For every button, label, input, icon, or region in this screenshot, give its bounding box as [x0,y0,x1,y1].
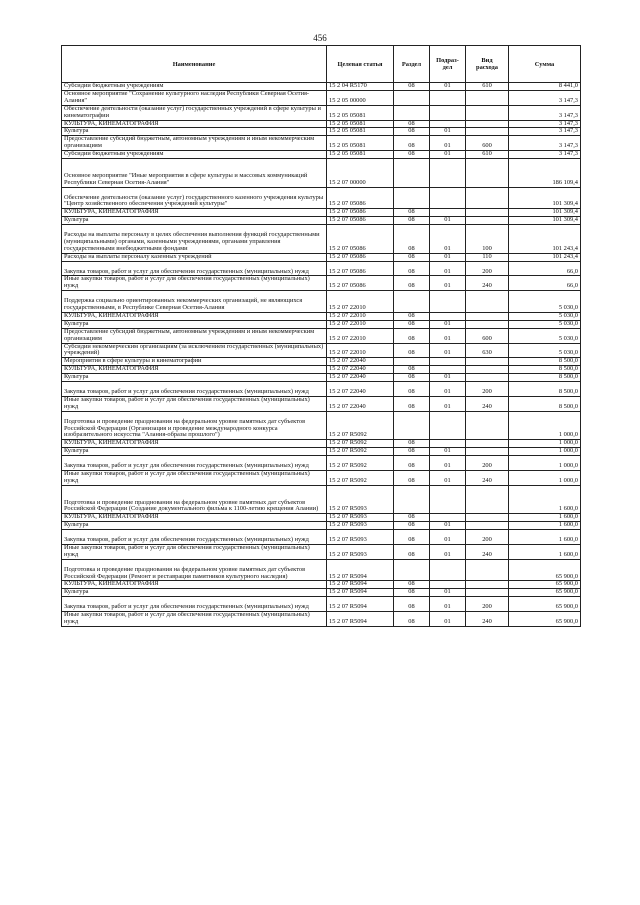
row-sum-cell: 3 147,3 [509,120,581,128]
row-code-cell: 15 2 07 R5092 [327,411,394,440]
row-sum-cell: 8 500,0 [509,358,581,366]
table-row [62,396,581,411]
row-vid-cell [466,217,509,225]
row-podrazdel-cell: 01 [430,612,466,627]
row-name-cell: Субсидии бюджетным учреждениям [62,83,327,91]
row-vid-cell [466,120,509,128]
row-code-cell: 15 2 07 R5094 [327,589,394,597]
row-name-cell: Предоставление субсидий бюджетным, автономным учреждениям и иным некоммерческим организациям [62,136,327,151]
table-row [62,411,581,440]
table-row [62,151,581,159]
row-code-cell: 15 2 07 22040 [327,366,394,374]
row-podrazdel-cell: 01 [430,544,466,559]
row-name-cell: Закупка товаров, работ и услуг для обеспечения государственных (муниципальных) нужд [62,530,327,545]
row-vid-cell: 610 [466,151,509,159]
row-name-cell: Закупка товаров, работ и услуг для обеспечения государственных (муниципальных) нужд [62,597,327,612]
row-name-cell: Поддержка социально ориентированных некоммерческих организаций, не являющихся государственными, в Республике Северная Осетия-Алания [62,291,327,313]
row-razdel-cell: 08 [394,253,430,261]
row-sum-cell: 66,0 [509,276,581,291]
table-row [62,225,581,254]
row-code-cell: 15 2 07 22010 [327,312,394,320]
row-code-cell: 15 2 07 R5093 [327,522,394,530]
row-code-cell: 15 2 07 R5093 [327,530,394,545]
table-row [62,366,581,374]
row-sum-cell: 1 600,0 [509,522,581,530]
row-code-cell: 15 2 07 22040 [327,374,394,382]
row-razdel-cell: 08 [394,382,430,397]
row-sum-cell: 1 600,0 [509,544,581,559]
row-sum-cell: 65 900,0 [509,612,581,627]
row-code-cell: 15 2 07 R5094 [327,597,394,612]
row-code-cell: 15 2 07 R5093 [327,544,394,559]
row-vid-cell [466,522,509,530]
header-code: Целевая статья [327,46,394,83]
row-sum-cell: 8 441,0 [509,83,581,91]
row-razdel-cell: 08 [394,597,430,612]
table-row [62,209,581,217]
row-vid-cell: 240 [466,276,509,291]
row-podrazdel-cell: 01 [430,382,466,397]
row-code-cell: 15 2 07 R5093 [327,514,394,522]
table-row [62,597,581,612]
row-code-cell: 15 2 07 R5092 [327,470,394,485]
row-sum-cell: 101 309,4 [509,187,581,209]
row-razdel-cell: 08 [394,209,430,217]
table-row [62,105,581,120]
row-name-cell: Субсидии некоммерческим организациям (за исключением государственных (муниципальных) учреждений) [62,343,327,358]
row-sum-cell: 3 147,3 [509,90,581,105]
table-row [62,448,581,456]
row-podrazdel-cell: 01 [430,225,466,254]
row-vid-cell: 240 [466,470,509,485]
row-sum-cell: 1 000,0 [509,440,581,448]
row-vid-cell: 610 [466,83,509,91]
row-razdel-cell [394,291,430,313]
row-name-cell: Иные закупки товаров, работ и услуг для обеспечения государственных (муниципальных) нужд [62,544,327,559]
table-row [62,522,581,530]
row-sum-cell: 3 147,3 [509,136,581,151]
row-razdel-cell: 08 [394,83,430,91]
row-name-cell: Расходы на выплаты персоналу казенных учреждений [62,253,327,261]
row-sum-cell: 101 309,4 [509,209,581,217]
row-sum-cell: 8 500,0 [509,366,581,374]
row-podrazdel-cell [430,559,466,581]
row-sum-cell: 186 109,4 [509,159,581,188]
row-name-cell: Культура [62,217,327,225]
row-vid-cell [466,374,509,382]
table-row [62,382,581,397]
row-name-cell: КУЛЬТУРА, КИНЕМАТОГРАФИЯ [62,514,327,522]
row-sum-cell: 1 000,0 [509,456,581,471]
row-name-cell: Иные закупки товаров, работ и услуг для обеспечения государственных (муниципальных) нужд [62,612,327,627]
table-row [62,328,581,343]
row-razdel-cell: 08 [394,374,430,382]
row-code-cell: 15 2 05 05081 [327,120,394,128]
row-code-cell: 15 2 07 05086 [327,225,394,254]
row-sum-cell: 65 900,0 [509,597,581,612]
row-name-cell: Культура [62,522,327,530]
row-vid-cell [466,581,509,589]
row-name-cell: Подготовка и проведение празднования на федеральном уровне памятных дат субъектов Российской Федерации (Создание документального фильма к 1100-летию крещения Алании) [62,485,327,514]
row-podrazdel-cell [430,90,466,105]
header-name: Наименование [62,46,327,83]
row-razdel-cell: 08 [394,522,430,530]
row-sum-cell: 66,0 [509,261,581,276]
row-sum-cell: 8 500,0 [509,374,581,382]
row-vid-cell [466,411,509,440]
row-vid-cell: 200 [466,597,509,612]
row-code-cell: 15 2 07 05086 [327,187,394,209]
row-podrazdel-cell: 01 [430,83,466,91]
row-razdel-cell: 08 [394,343,430,358]
row-sum-cell: 1 000,0 [509,411,581,440]
row-podrazdel-cell: 01 [430,522,466,530]
row-vid-cell [466,291,509,313]
table-row [62,456,581,471]
table-row [62,312,581,320]
row-sum-cell: 101 309,4 [509,217,581,225]
row-sum-cell: 5 030,0 [509,328,581,343]
row-name-cell: Закупка товаров, работ и услуг для обеспечения государственных (муниципальных) нужд [62,261,327,276]
row-code-cell: 15 2 07 05086 [327,261,394,276]
row-razdel-cell: 08 [394,514,430,522]
row-vid-cell: 200 [466,261,509,276]
table-row [62,253,581,261]
row-code-cell: 15 2 07 22010 [327,291,394,313]
row-sum-cell: 5 030,0 [509,291,581,313]
row-code-cell: 15 2 07 05086 [327,253,394,261]
row-razdel-cell: 08 [394,120,430,128]
row-name-cell: Обеспечение деятельности (оказание услуг) государственного казенного учреждения культуры "Центр хозяйственного обеспечения учреждений культуры" [62,187,327,209]
row-podrazdel-cell: 01 [430,136,466,151]
row-vid-cell [466,105,509,120]
row-razdel-cell: 08 [394,470,430,485]
row-name-cell: Культура [62,320,327,328]
row-name-cell: Подготовка и проведение празднования на федеральном уровне памятных дат субъектов Российской Федерации (Организация и проведение международного конкурса изобразительного искусства "Алания-образы прошлого") [62,411,327,440]
row-sum-cell: 3 147,3 [509,128,581,136]
row-vid-cell: 240 [466,612,509,627]
table-row [62,120,581,128]
row-vid-cell [466,589,509,597]
row-code-cell: 15 2 05 05081 [327,136,394,151]
row-razdel-cell: 08 [394,366,430,374]
row-name-cell: Закупка товаров, работ и услуг для обеспечения государственных (муниципальных) нужд [62,456,327,471]
row-name-cell: Основное мероприятие "Иные мероприятия в сфере культуры и массовых коммуникаций Республики Северная Осетия-Алания" [62,159,327,188]
row-code-cell: 15 2 07 R5092 [327,448,394,456]
row-name-cell: Закупка товаров, работ и услуг для обеспечения государственных (муниципальных) нужд [62,382,327,397]
table-row [62,544,581,559]
row-code-cell: 15 2 07 R5094 [327,612,394,627]
row-name-cell: КУЛЬТУРА, КИНЕМАТОГРАФИЯ [62,440,327,448]
row-code-cell: 15 2 07 22040 [327,396,394,411]
table-row [62,612,581,627]
table-header-row [62,46,581,83]
row-sum-cell: 65 900,0 [509,559,581,581]
row-vid-cell [466,320,509,328]
row-vid-cell: 630 [466,343,509,358]
row-vid-cell [466,90,509,105]
row-name-cell: КУЛЬТУРА, КИНЕМАТОГРАФИЯ [62,120,327,128]
table-row [62,343,581,358]
row-sum-cell: 1 600,0 [509,530,581,545]
page-number: 456 [313,33,327,43]
row-name-cell: Культура [62,589,327,597]
row-sum-cell: 101 243,4 [509,253,581,261]
row-sum-cell: 8 500,0 [509,396,581,411]
budget-table [61,45,581,627]
row-sum-cell: 5 030,0 [509,320,581,328]
header-podrazdel: Подраз- дел [430,46,466,83]
row-podrazdel-cell: 01 [430,276,466,291]
row-razdel-cell: 08 [394,312,430,320]
row-vid-cell [466,559,509,581]
row-code-cell: 15 2 07 00000 [327,159,394,188]
table-row [62,581,581,589]
row-name-cell: КУЛЬТУРА, КИНЕМАТОГРАФИЯ [62,209,327,217]
row-name-cell: Обеспечение деятельности (оказание услуг) государственных учреждений в сфере культуры и кинематографии [62,105,327,120]
table-row [62,261,581,276]
row-code-cell: 15 2 07 05086 [327,209,394,217]
row-name-cell: КУЛЬТУРА, КИНЕМАТОГРАФИЯ [62,312,327,320]
row-vid-cell: 200 [466,382,509,397]
row-razdel-cell: 08 [394,151,430,159]
table-row [62,589,581,597]
row-podrazdel-cell: 01 [430,374,466,382]
row-podrazdel-cell [430,485,466,514]
row-podrazdel-cell: 01 [430,328,466,343]
row-razdel-cell: 08 [394,456,430,471]
row-podrazdel-cell: 01 [430,530,466,545]
row-podrazdel-cell [430,105,466,120]
row-razdel-cell [394,559,430,581]
row-vid-cell [466,358,509,366]
row-sum-cell: 65 900,0 [509,581,581,589]
header-summa: Сумма [509,46,581,83]
row-podrazdel-cell: 01 [430,253,466,261]
row-razdel-cell [394,90,430,105]
row-name-cell: Иные закупки товаров, работ и услуг для обеспечения государственных (муниципальных) нужд [62,276,327,291]
row-razdel-cell: 08 [394,136,430,151]
row-name-cell: Подготовка и проведение празднования на федеральном уровне памятных дат субъектов Российской Федерации (Ремонт и реставрация памятников культурного наследия) [62,559,327,581]
row-name-cell: Основное мероприятие "Сохранение культурного наследия Республики Северная Осетия-Алания" [62,90,327,105]
table-row [62,217,581,225]
row-code-cell: 15 2 07 22010 [327,343,394,358]
table-row [62,514,581,522]
row-code-cell: 15 2 07 22040 [327,358,394,366]
row-name-cell: КУЛЬТУРА, КИНЕМАТОГРАФИЯ [62,366,327,374]
row-razdel-cell: 08 [394,440,430,448]
row-sum-cell: 5 030,0 [509,312,581,320]
table-row [62,374,581,382]
row-razdel-cell: 08 [394,612,430,627]
row-podrazdel-cell: 01 [430,343,466,358]
row-name-cell: Иные закупки товаров, работ и услуг для обеспечения государственных (муниципальных) нужд [62,470,327,485]
row-code-cell: 15 2 05 05081 [327,151,394,159]
row-razdel-cell: 08 [394,581,430,589]
row-podrazdel-cell: 01 [430,217,466,225]
row-vid-cell [466,128,509,136]
row-vid-cell: 240 [466,396,509,411]
row-sum-cell: 3 147,3 [509,151,581,159]
row-name-cell: Мероприятия в сфере культуры и кинематографии [62,358,327,366]
table-row [62,276,581,291]
table-row [62,485,581,514]
row-code-cell: 15 2 07 R5093 [327,485,394,514]
row-vid-cell [466,485,509,514]
table-row [62,136,581,151]
row-sum-cell: 1 600,0 [509,514,581,522]
table-row [62,187,581,209]
row-razdel-cell: 08 [394,128,430,136]
row-code-cell: 15 2 05 05081 [327,105,394,120]
row-podrazdel-cell: 01 [430,597,466,612]
row-razdel-cell [394,159,430,188]
row-code-cell: 15 2 07 R5092 [327,440,394,448]
row-razdel-cell: 08 [394,225,430,254]
row-code-cell: 15 2 07 22010 [327,320,394,328]
row-razdel-cell: 08 [394,589,430,597]
row-vid-cell: 110 [466,253,509,261]
row-razdel-cell [394,105,430,120]
row-podrazdel-cell [430,187,466,209]
row-vid-cell [466,159,509,188]
row-sum-cell: 65 900,0 [509,589,581,597]
row-sum-cell: 3 147,3 [509,105,581,120]
row-vid-cell: 240 [466,544,509,559]
table-row [62,559,581,581]
row-razdel-cell [394,411,430,440]
row-sum-cell: 1 600,0 [509,485,581,514]
row-code-cell: 15 2 05 00000 [327,90,394,105]
row-code-cell: 15 2 07 22040 [327,382,394,397]
row-sum-cell: 1 000,0 [509,448,581,456]
row-vid-cell [466,366,509,374]
row-podrazdel-cell [430,291,466,313]
row-podrazdel-cell [430,411,466,440]
row-razdel-cell: 08 [394,261,430,276]
row-razdel-cell: 08 [394,448,430,456]
row-podrazdel-cell [430,358,466,366]
row-name-cell: Культура [62,448,327,456]
row-razdel-cell: 08 [394,276,430,291]
row-code-cell: 15 2 05 05081 [327,128,394,136]
row-vid-cell [466,448,509,456]
row-code-cell: 15 2 07 R5092 [327,456,394,471]
row-code-cell: 15 2 07 05086 [327,276,394,291]
row-vid-cell [466,440,509,448]
row-code-cell: 15 2 04 R5170 [327,83,394,91]
row-sum-cell: 8 500,0 [509,382,581,397]
row-razdel-cell [394,485,430,514]
row-razdel-cell: 08 [394,217,430,225]
table-row [62,159,581,188]
row-razdel-cell: 08 [394,320,430,328]
row-podrazdel-cell: 01 [430,261,466,276]
row-podrazdel-cell: 01 [430,128,466,136]
row-razdel-cell: 08 [394,530,430,545]
table-row [62,291,581,313]
row-podrazdel-cell: 01 [430,320,466,328]
table-row [62,530,581,545]
row-podrazdel-cell: 01 [430,456,466,471]
table-row [62,440,581,448]
row-sum-cell: 5 030,0 [509,343,581,358]
row-vid-cell: 200 [466,530,509,545]
row-podrazdel-cell: 01 [430,589,466,597]
row-vid-cell [466,187,509,209]
row-name-cell: Иные закупки товаров, работ и услуг для обеспечения государственных (муниципальных) нужд [62,396,327,411]
row-name-cell: Субсидии бюджетным учреждениям [62,151,327,159]
row-code-cell: 15 2 07 05086 [327,217,394,225]
row-sum-cell: 101 243,4 [509,225,581,254]
row-podrazdel-cell: 01 [430,448,466,456]
row-podrazdel-cell [430,159,466,188]
row-razdel-cell [394,187,430,209]
header-razdel: Раздел [394,46,430,83]
row-vid-cell [466,209,509,217]
row-vid-cell [466,514,509,522]
row-vid-cell: 200 [466,456,509,471]
row-podrazdel-cell: 01 [430,470,466,485]
row-name-cell: Культура [62,128,327,136]
row-razdel-cell: 08 [394,544,430,559]
row-sum-cell: 1 000,0 [509,470,581,485]
header-vid: Вид расхода [466,46,509,83]
row-vid-cell [466,312,509,320]
row-name-cell: Расходы на выплаты персоналу в целях обеспечения выполнения функций государственными (муниципальными) органами, казенными учреждениями, органами управления государственными внебюджетными фондами [62,225,327,254]
row-name-cell: КУЛЬТУРА, КИНЕМАТОГРАФИЯ [62,581,327,589]
row-name-cell: Предоставление субсидий бюджетным, автономным учреждениям и иным некоммерческим организациям [62,328,327,343]
row-code-cell: 15 2 07 R5094 [327,581,394,589]
row-razdel-cell: 08 [394,396,430,411]
table-row [62,90,581,105]
row-name-cell: Культура [62,374,327,382]
row-code-cell: 15 2 07 R5094 [327,559,394,581]
row-vid-cell: 100 [466,225,509,254]
table-row [62,470,581,485]
row-podrazdel-cell: 01 [430,396,466,411]
row-vid-cell: 600 [466,136,509,151]
row-code-cell: 15 2 07 22010 [327,328,394,343]
row-razdel-cell: 08 [394,328,430,343]
row-vid-cell: 600 [466,328,509,343]
row-podrazdel-cell: 01 [430,151,466,159]
